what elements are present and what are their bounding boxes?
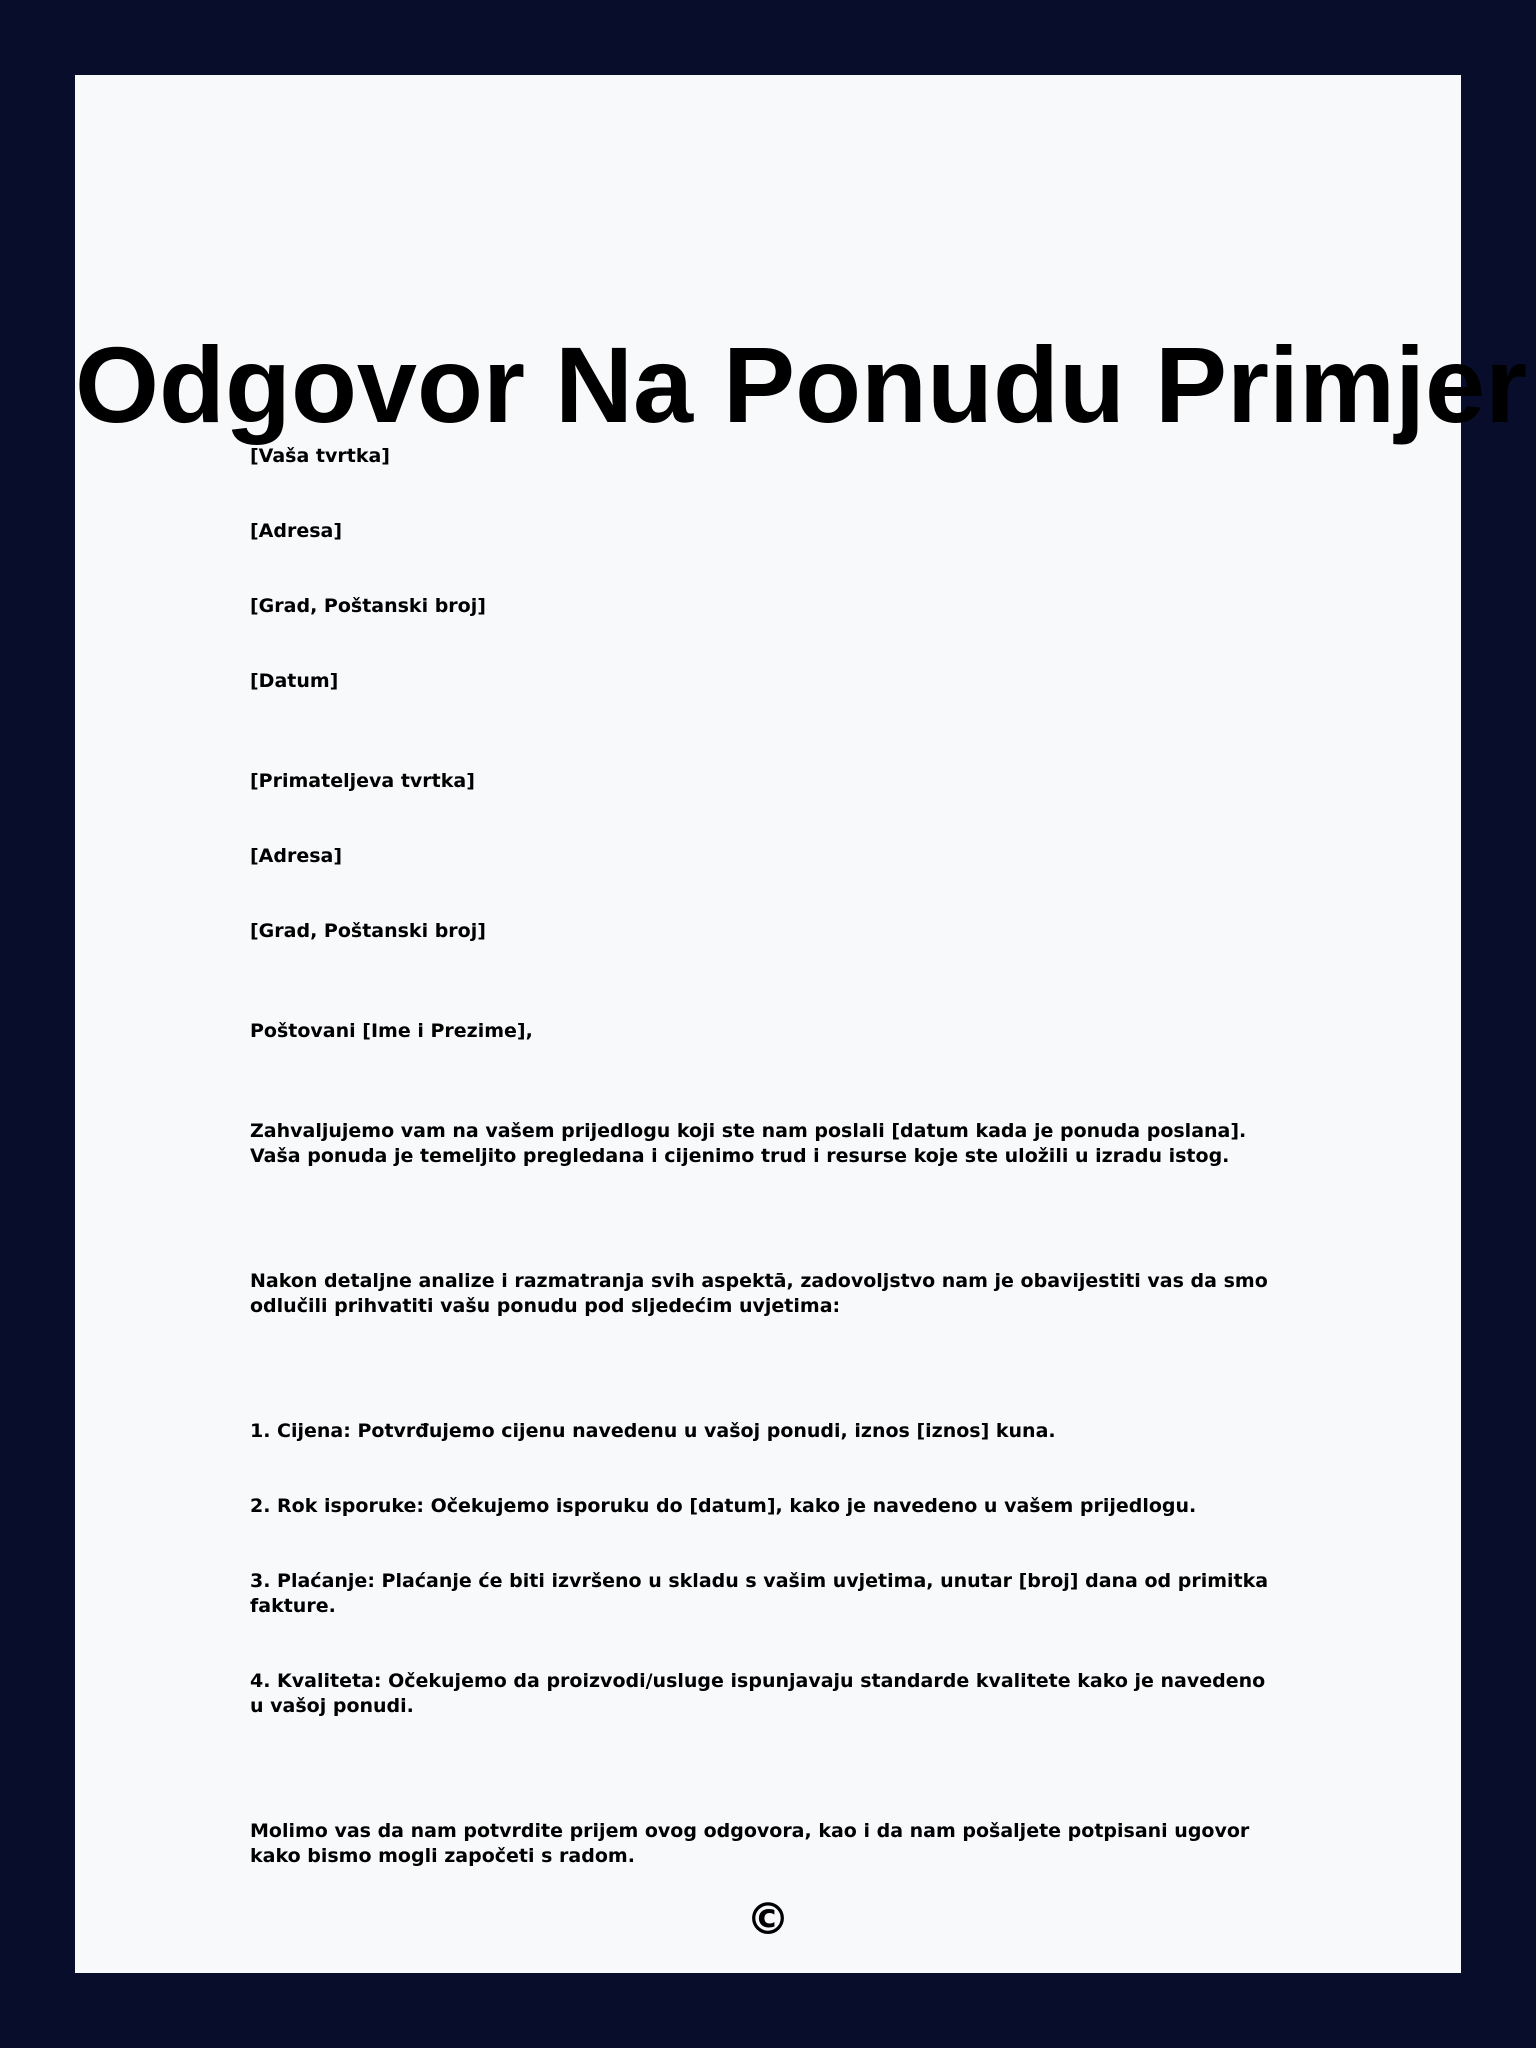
condition-payment: 3. Plaćanje: Plaćanje će biti izvršeno u skladu s vašim uvjetima, unutar [broj] dana od primitka fakture. [250, 1570, 1269, 1617]
paragraph-thanks: Zahvaljujemo vam na vašem prijedlogu koji ste nam poslali [datum kada je ponuda poslana]. Vaša ponuda je temeljito pregledana i cijenimo trud i resurse koje ste uložili u izradu istog. [250, 1120, 1247, 1167]
closing-paragraph: Molimo vas da nam potvrdite prijem ovog odgovora, kao i da nam pošaljete potpisani ugovor kako bismo mogli započeti s radom. [250, 1820, 1250, 1867]
condition-delivery: 2. Rok isporuke: Očekujemo isporuku do [datum], kako je navedeno u vašem prijedlogu. [250, 1495, 1197, 1517]
document-title: Odgovor Na Ponudu Primjer [75, 324, 1528, 445]
greeting: Poštovani [Ime i Prezime], [250, 1020, 533, 1042]
recipient-company: [Primateljeva tvrtka] [250, 770, 475, 792]
condition-price: 1. Cijena: Potvrđujemo cijenu navedenu u vašoj ponudi, iznos [iznos] kuna. [250, 1420, 1056, 1442]
sender-address: [Adresa] [250, 520, 343, 542]
document-page [75, 75, 1528, 1973]
letter-date: [Datum] [250, 670, 339, 692]
copyright-icon: © [746, 1894, 790, 1945]
recipient-address: [Adresa] [250, 845, 343, 867]
condition-quality: 4. Kvaliteta: Očekujemo da proizvodi/usluge ispunjavaju standarde kvalitete kako je navedeno u vašoj ponudi. [250, 1670, 1266, 1717]
recipient-city-zip: [Grad, Poštanski broj] [250, 920, 486, 942]
paragraph-acceptance: Nakon detaljne analize i razmatranja svih aspektā, zadovoljstvo nam je obavijestiti vas da smo odlučili prihvatiti vašu ponudu pod sljedećim uvjetima: [250, 1270, 1268, 1317]
sender-company: [Vaša tvrtka] [250, 445, 390, 467]
letter-body [250, 444, 1350, 1869]
sender-city-zip: [Grad, Poštanski broj] [250, 595, 486, 617]
